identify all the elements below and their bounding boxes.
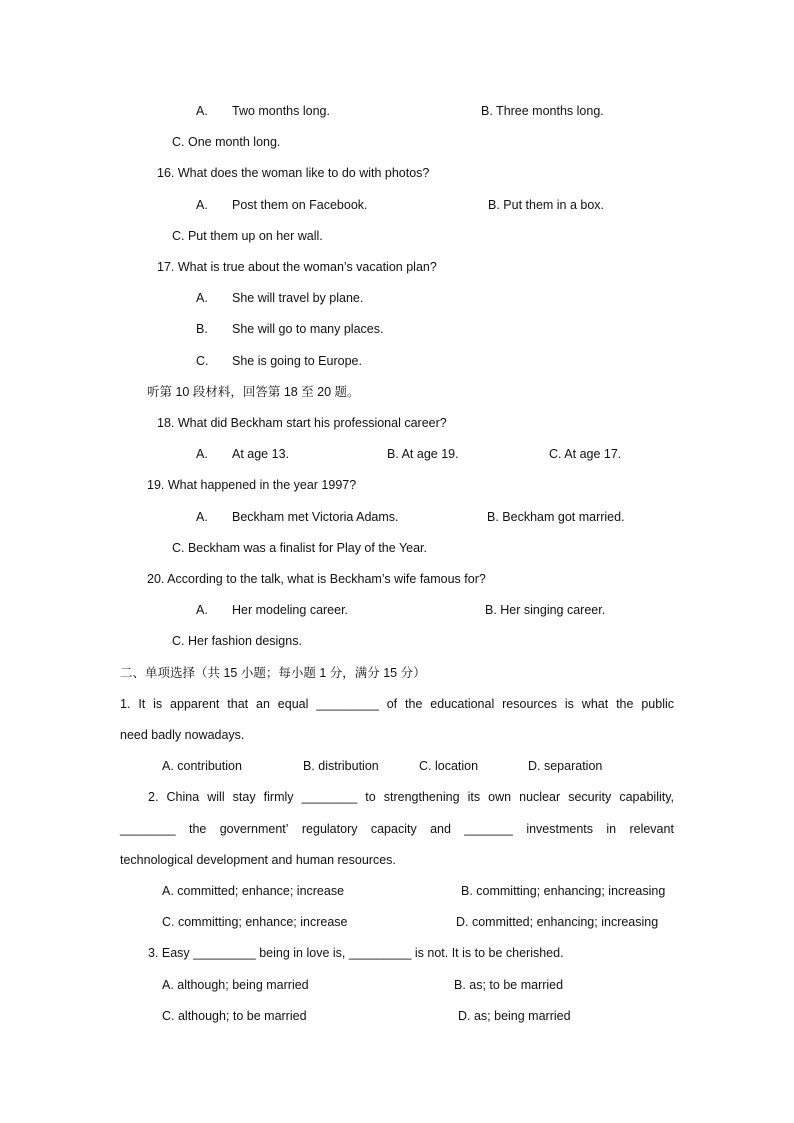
q20-stem: 20. According to the talk, what is Beckham’s wife famous for? [147, 572, 486, 586]
q17-option-b-letter: B. [196, 322, 208, 336]
q17-option-b-text: She will go to many places. [232, 322, 384, 336]
mc3-stem: 3. Easy _________ being in love is, _________ is not. It is to be cherished. [148, 946, 564, 960]
q16-option-c: C. Put them up on her wall. [172, 229, 323, 243]
mc1-option-b: B. distribution [303, 759, 379, 773]
q17-option-a-letter: A. [196, 291, 208, 305]
mc3-option-b: B. as; to be married [454, 978, 564, 992]
q18-option-c: C. At age 17. [549, 447, 622, 461]
mc2-stem-line3: technological development and human resources. [120, 853, 396, 867]
q17-stem: 17. What is true about the woman’s vacation plan? [157, 260, 437, 274]
q20-option-a-letter: A. [196, 603, 208, 617]
q16-stem: 16. What does the woman like to do with photos? [157, 166, 430, 180]
q15-option-c: C. One month long. [172, 135, 281, 149]
mc1-stem-line1: 1. It is apparent that an equal _________ of the educational resources is what the public [120, 697, 675, 711]
q16-option-b: B. Put them in a box. [488, 198, 605, 212]
q19-option-a-letter: A. [196, 510, 208, 524]
q20-option-a-text: Her modeling career. [232, 603, 349, 617]
mc3-option-c: C. although; to be married [162, 1009, 307, 1023]
mc2-stem-line1: 2. China will stay firmly ________ to strengthening its own nuclear security capability, [148, 790, 675, 804]
q17-option-c-text: She is going to Europe. [232, 354, 362, 368]
q15-option-a-letter: A. [196, 104, 208, 118]
q15-option-a-text: Two months long. [232, 104, 330, 118]
q19-stem: 19. What happened in the year 1997? [147, 478, 357, 492]
mc2-option-b: B. committing; enhancing; increasing [461, 884, 666, 898]
mc1-option-a: A. contribution [162, 759, 242, 773]
q19-option-b: B. Beckham got married. [487, 510, 625, 524]
mc1-option-d: D. separation [528, 759, 603, 773]
q19-option-c: C. Beckham was a finalist for Play of the Year. [172, 541, 427, 555]
q16-option-a-text: Post them on Facebook. [232, 198, 368, 212]
q17-option-a-text: She will travel by plane. [232, 291, 364, 305]
q17-option-c-letter: C. [196, 354, 209, 368]
q20-option-b: B. Her singing career. [485, 603, 606, 617]
section-10-instruction: 听第 10 段材料，回答第 18 至 20 题。 [147, 385, 360, 399]
mc2-stem-line2: ________ the government’ regulatory capacity and _______ investments in relevant [120, 822, 674, 836]
mc2-option-d: D. committed; enhancing; increasing [456, 915, 659, 929]
q15-option-b: B. Three months long. [481, 104, 604, 118]
part2-heading: 二、单项选择（共 15 小题；每小题 1 分，满分 15 分） [120, 666, 426, 680]
q20-option-c: C. Her fashion designs. [172, 634, 302, 648]
mc1-stem-line2: need badly nowadays. [120, 728, 245, 742]
q18-stem: 18. What did Beckham start his professional career? [157, 416, 447, 430]
q19-option-a-text: Beckham met Victoria Adams. [232, 510, 399, 524]
mc3-option-a: A. although; being married [162, 978, 309, 992]
q18-option-a-letter: A. [196, 447, 208, 461]
q18-option-a-text: At age 13. [232, 447, 289, 461]
mc3-option-d: D. as; being married [458, 1009, 571, 1023]
mc2-option-a: A. committed; enhance; increase [162, 884, 345, 898]
mc2-option-c: C. committing; enhance; increase [162, 915, 348, 929]
mc1-option-c: C. location [419, 759, 479, 773]
q16-option-a-letter: A. [196, 198, 208, 212]
q18-option-b: B. At age 19. [387, 447, 459, 461]
